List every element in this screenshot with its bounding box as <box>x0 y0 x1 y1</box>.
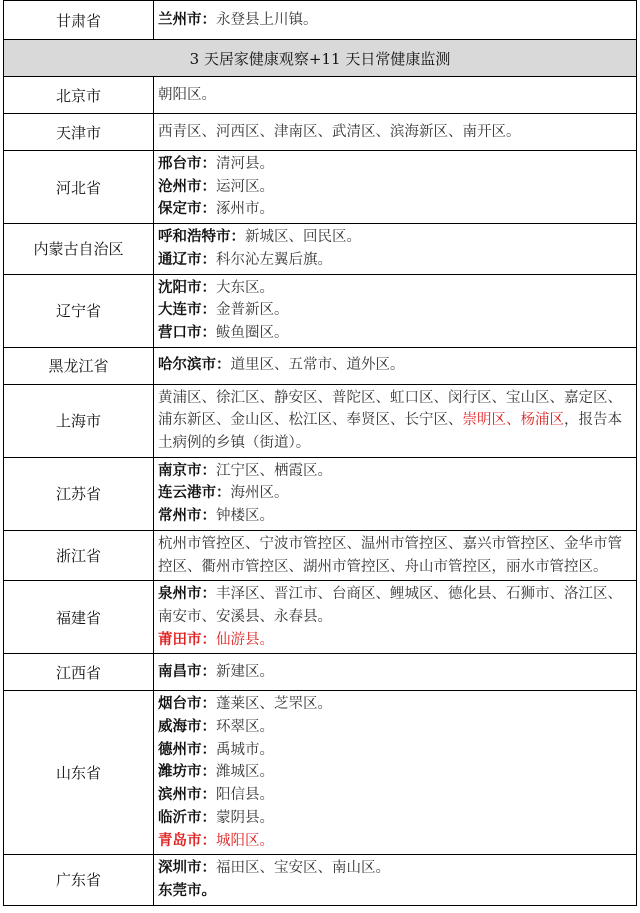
area-list: 大东区。 <box>216 279 274 296</box>
table-row <box>4 530 637 580</box>
province-cell: 黑龙江省 <box>4 347 154 384</box>
city-name: 沧州市 <box>158 178 202 195</box>
area-list: 蒙阴县。 <box>216 809 274 826</box>
table-row <box>4 457 637 530</box>
section-title: 3 天居家健康观察+11 天日常健康监测 <box>4 40 637 77</box>
city-name: 南京市 <box>158 462 202 479</box>
area-list: 朝阳区。 <box>158 86 216 103</box>
area-list: 新城区、回民区。 <box>245 229 361 246</box>
area-list: 钟楼区。 <box>216 508 274 525</box>
city-name: 大连市 <box>158 302 202 319</box>
city-name: 兰州市 <box>158 11 202 28</box>
province-cell: 北京市 <box>4 77 154 114</box>
city-name: 临沂市 <box>158 809 202 826</box>
province-cell: 上海市 <box>4 384 154 457</box>
city-name: 威海市 <box>158 719 202 736</box>
table-row <box>4 77 637 114</box>
areas-cell: 哈尔滨市：道里区、五常市、道外区。 <box>154 347 637 384</box>
areas-cell <box>154 77 637 114</box>
risk-area-table <box>3 0 637 906</box>
area-list: 金普新区。 <box>216 302 289 319</box>
area-list: 阳信县。 <box>216 787 274 804</box>
city-name: 保定市 <box>158 201 202 218</box>
highlighted-areas: 城阳区。 <box>216 832 274 849</box>
city-name: 南昌市 <box>158 664 202 680</box>
province-cell: 河北省 <box>4 151 154 224</box>
city-name: 邢台市 <box>158 156 202 172</box>
area-list: 杭州市管控区、宁波市管控区、温州市管控区、嘉兴市管控区、金华市管控区、衢州市管控区、湖州市管控区、舟山市管控区，丽水市管控区。 <box>158 535 622 575</box>
areas-cell: 邢台市：清河县。 沧州市：运河区。 保定市：涿州市。 <box>154 151 637 224</box>
areas-cell: 泉州市：丰泽区、晋江市、台商区、鲤城区、德化县、石狮市、洛江区、南安市、安溪县、永春县。 莆田市：仙游县。 <box>154 581 637 654</box>
area-list: 涿州市。 <box>216 201 274 218</box>
area-list: 丰泽区、晋江市、台商区、鲤城区、德化县、石狮市、洛江区、南安市、安溪县、永春县。 <box>158 586 622 625</box>
table-row <box>4 1 637 40</box>
province-cell: 辽宁省 <box>4 274 154 347</box>
area-list: 清河县。 <box>216 156 274 172</box>
areas-cell <box>154 114 637 151</box>
table-row <box>4 691 637 855</box>
city-name: 青岛市 <box>158 832 202 849</box>
city-name: 呼和浩特市 <box>158 229 231 246</box>
province-cell: 浙江省 <box>4 530 154 580</box>
area-list: 江宁区、栖霞区。 <box>216 462 332 479</box>
areas-cell: 南昌市：新建区。 <box>154 654 637 691</box>
city-name: 深圳市 <box>158 860 202 877</box>
province-cell: 山东省 <box>4 691 154 855</box>
areas-cell <box>154 530 637 580</box>
city-name: 烟台市 <box>158 696 202 713</box>
table-row <box>4 151 637 224</box>
areas-cell: 烟台市：蓬莱区、芝罘区。 威海市：环翠区。 德州市：禹城市。 潍坊市：潍城区。 滨州市：阳信县。 临沂市：蒙阴县。 青岛市：城阳区。 <box>154 691 637 855</box>
area-list: 科尔沁左翼后旗。 <box>216 251 332 268</box>
section-header-row <box>4 40 637 77</box>
city-name: 潍坊市 <box>158 764 202 781</box>
table-row <box>4 114 637 151</box>
areas-cell: 南京市：江宁区、栖霞区。 连云港市：海州区。 常州市：钟楼区。 <box>154 457 637 530</box>
area-note: ，报告本土病例的乡镇（街道）。 <box>158 412 622 452</box>
area-list: 海州区。 <box>230 485 289 502</box>
areas-cell: 沈阳市：大东区。 大连市：金普新区。 营口市：鲅鱼圈区。 <box>154 274 637 347</box>
areas-cell: 呼和浩特市：新城区、回民区。 通辽市：科尔沁左翼后旗。 <box>154 224 637 274</box>
province-cell: 江西省 <box>4 654 154 691</box>
areas-cell: 深圳市：福田区、宝安区、南山区。 东莞市。 <box>154 855 637 905</box>
area-list: 蓬莱区、芝罘区。 <box>216 696 332 713</box>
city-name: 莆田市 <box>158 631 202 648</box>
city-name: 东莞市 <box>158 882 202 899</box>
province-cell: 甘肃省 <box>4 1 154 40</box>
province-cell: 内蒙古自治区 <box>4 224 154 274</box>
table-row <box>4 855 637 905</box>
city-name: 常州市 <box>158 508 202 525</box>
areas-cell: 兰州市：永登县上川镇。 <box>154 1 637 40</box>
table-row <box>4 581 637 654</box>
area-list: 西青区、河西区、津南区、武清区、滨海新区、南开区。 <box>158 123 521 140</box>
area-list: 福田区、宝安区、南山区。 <box>216 860 390 877</box>
city-name: 连云港市 <box>158 485 216 502</box>
area-list: 禹城市。 <box>216 741 274 758</box>
area-list: 新建区。 <box>216 664 274 680</box>
city-name: 德州市 <box>158 741 202 758</box>
area-list: 永登县上川镇。 <box>216 11 318 28</box>
province-cell: 福建省 <box>4 581 154 654</box>
table-row <box>4 274 637 347</box>
province-cell: 江苏省 <box>4 457 154 530</box>
table-row <box>4 384 637 457</box>
area-list: 道里区、五常市、道外区。 <box>230 357 405 374</box>
area-list: 环翠区。 <box>216 719 274 736</box>
city-name: 哈尔滨市 <box>158 357 216 374</box>
city-name: 营口市 <box>158 324 202 341</box>
area-list: 潍城区。 <box>216 764 274 781</box>
city-name: 滨州市 <box>158 787 202 804</box>
city-name: 泉州市 <box>158 586 202 603</box>
table-row <box>4 654 637 691</box>
province-cell: 广东省 <box>4 855 154 905</box>
area-list: 鲅鱼圈区。 <box>216 324 289 341</box>
city-name: 通辽市 <box>158 251 202 268</box>
area-list: 运河区。 <box>216 178 274 195</box>
table-row <box>4 347 637 384</box>
table-row <box>4 224 637 274</box>
province-cell: 天津市 <box>4 114 154 151</box>
highlighted-areas: 仙游县。 <box>216 631 274 648</box>
highlighted-areas: 崇明区、杨浦区 <box>462 412 564 429</box>
city-name: 沈阳市 <box>158 279 202 296</box>
area-list: 黄浦区、徐汇区、静安区、普陀区、虹口区、闵行区、宝山区、嘉定区、浦东新区、金山区、松江区、奉贤区、长宁区、 <box>158 389 622 429</box>
areas-cell <box>154 384 637 457</box>
